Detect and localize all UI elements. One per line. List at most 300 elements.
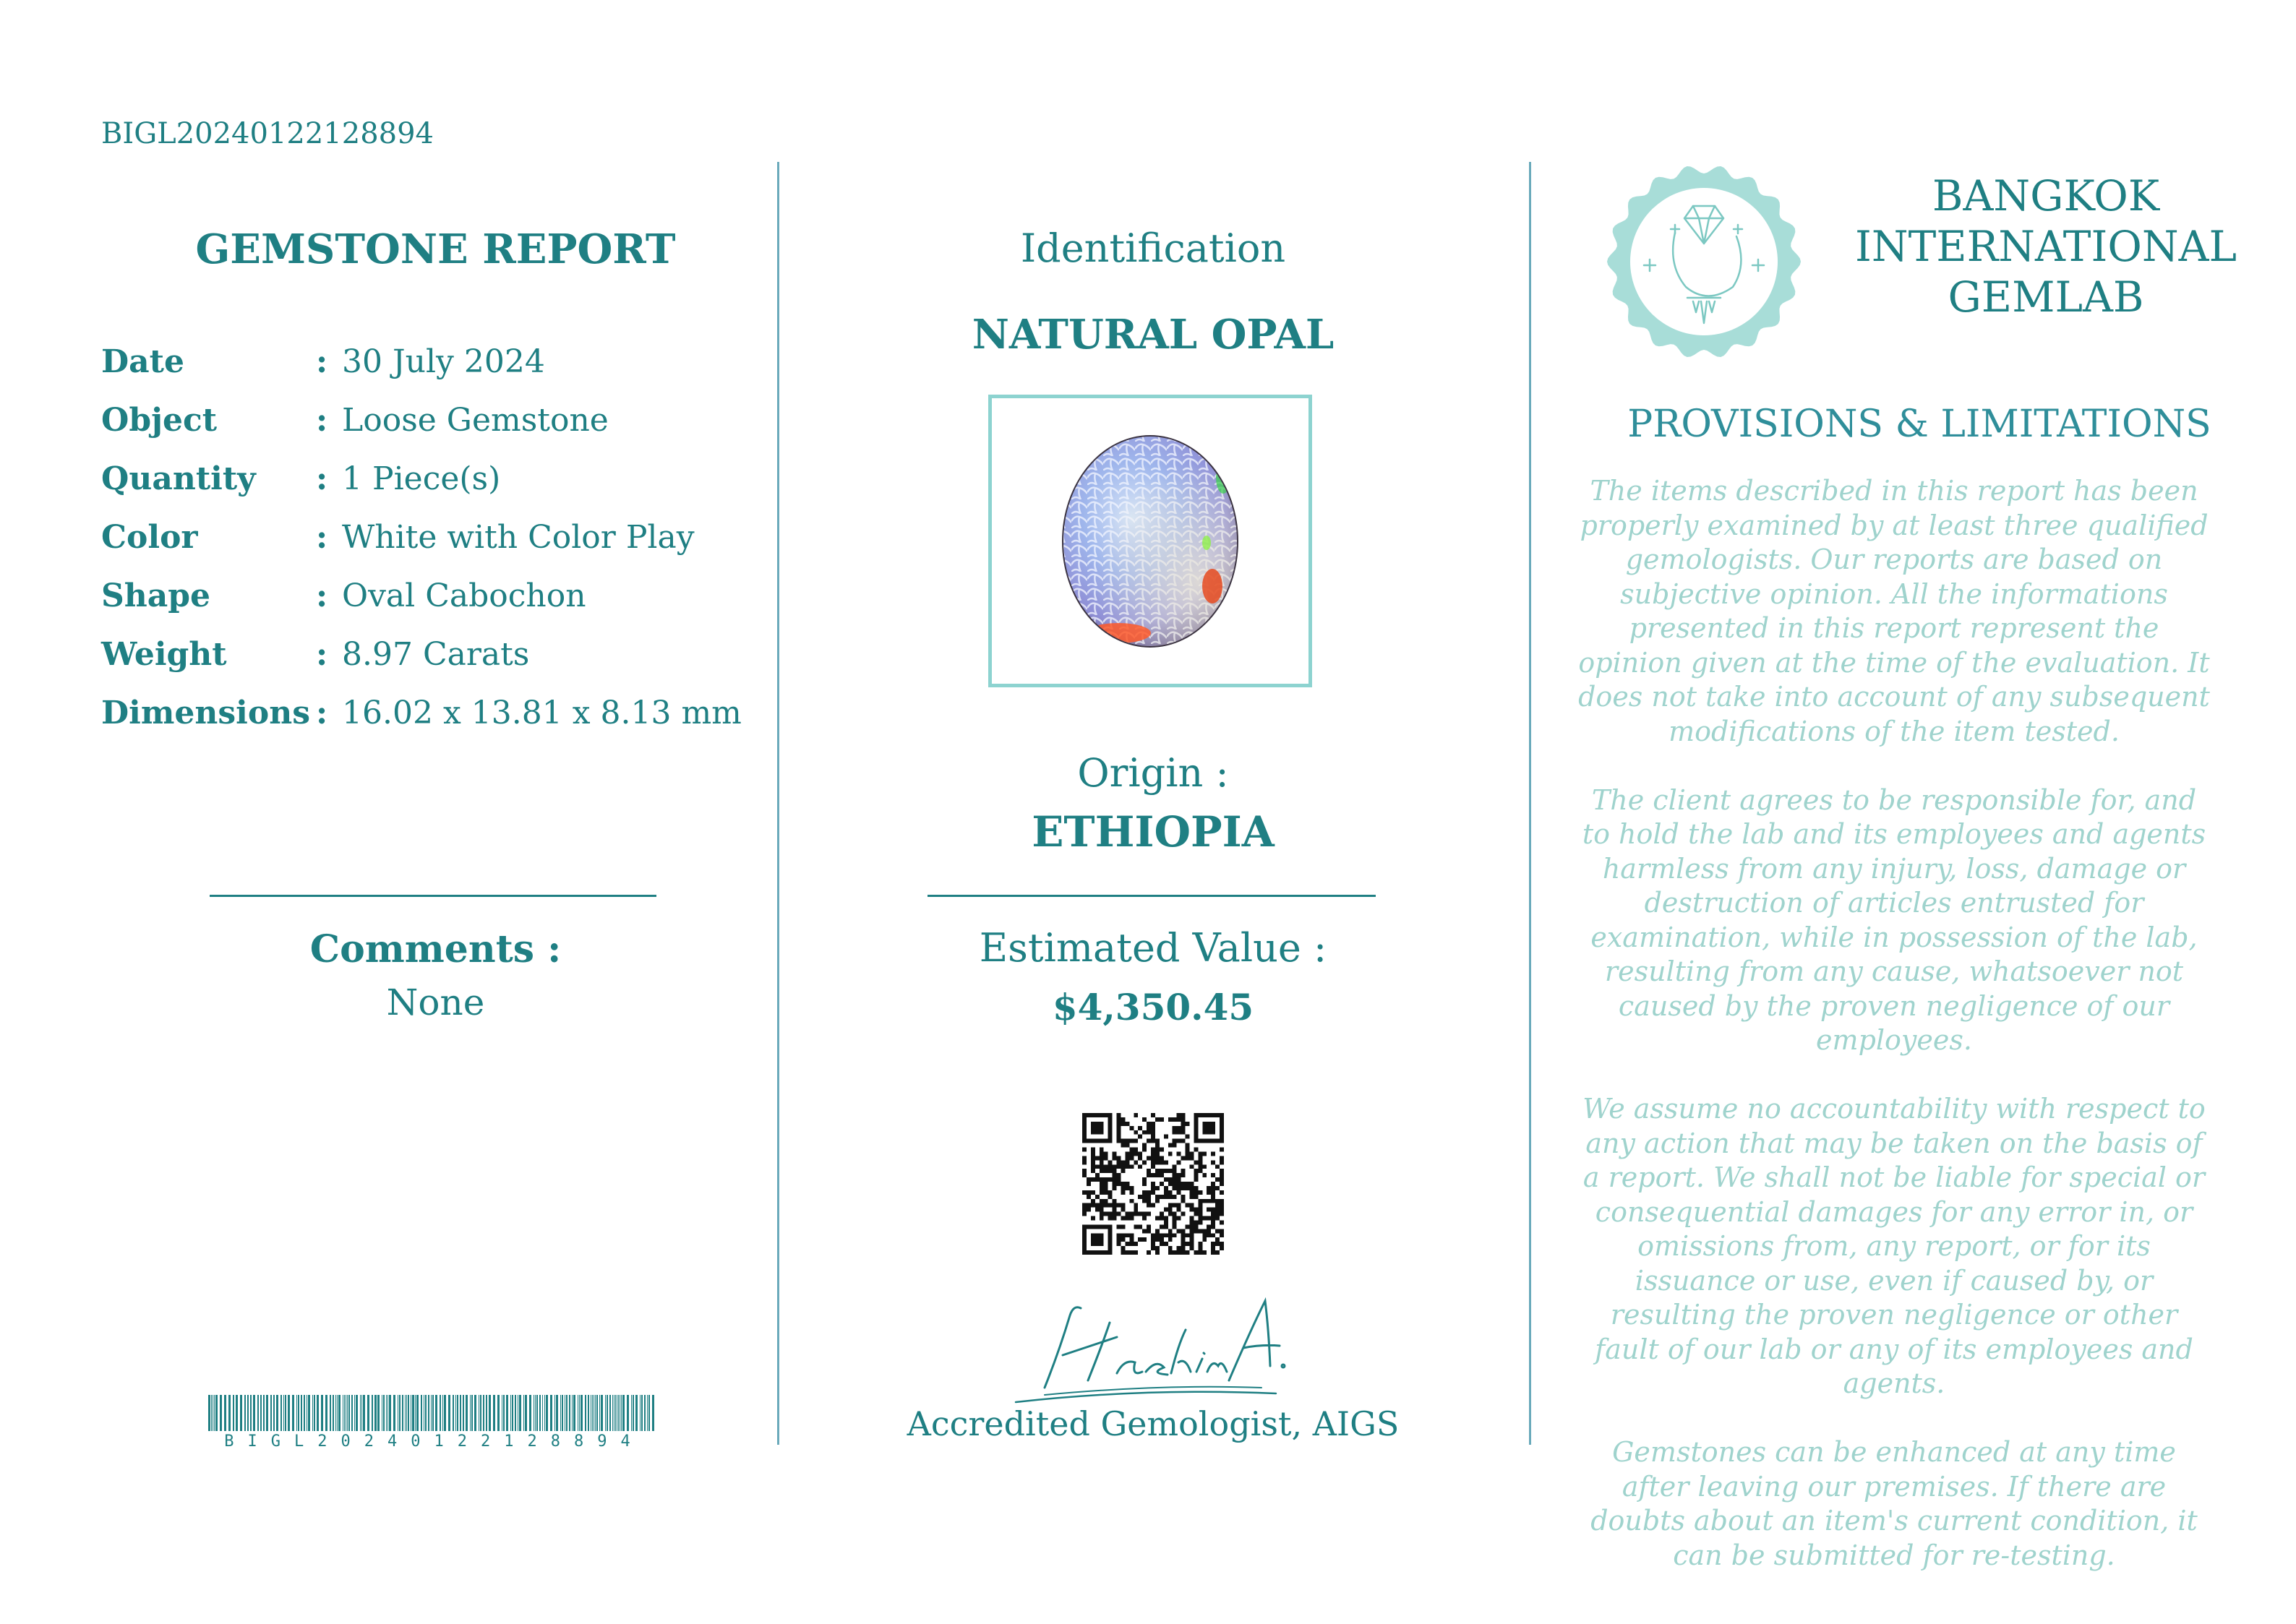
qr-module bbox=[1207, 1113, 1211, 1117]
qr-module bbox=[1164, 1242, 1168, 1246]
qr-module bbox=[1198, 1169, 1202, 1173]
qr-module bbox=[1189, 1242, 1194, 1246]
comments-label: Comments : bbox=[309, 927, 562, 971]
signature bbox=[1001, 1286, 1305, 1409]
brand-name bbox=[1843, 171, 2248, 322]
qr-module bbox=[1151, 1130, 1155, 1135]
qr-module bbox=[1095, 1139, 1100, 1143]
qr-module bbox=[1108, 1190, 1113, 1195]
qr-module bbox=[1091, 1224, 1095, 1229]
qr-module bbox=[1082, 1117, 1087, 1122]
qr-module bbox=[1100, 1177, 1104, 1182]
barcode-bar bbox=[622, 1395, 625, 1431]
detail-label: Shape bbox=[101, 577, 211, 614]
qr-module bbox=[1189, 1237, 1194, 1242]
qr-module bbox=[1129, 1139, 1134, 1143]
barcode-bar bbox=[360, 1395, 361, 1431]
qr-module bbox=[1164, 1216, 1168, 1221]
qr-module bbox=[1095, 1195, 1100, 1199]
qr-module bbox=[1177, 1126, 1181, 1130]
barcode-bar bbox=[338, 1395, 340, 1431]
qr-module bbox=[1082, 1242, 1087, 1246]
barcode-bar bbox=[296, 1395, 297, 1431]
barcode-bar bbox=[550, 1395, 552, 1431]
qr-module bbox=[1082, 1126, 1087, 1130]
qr-module bbox=[1087, 1190, 1091, 1195]
qr-module bbox=[1168, 1177, 1173, 1182]
barcode-bar bbox=[648, 1395, 650, 1431]
qr-module bbox=[1173, 1164, 1177, 1169]
qr-module bbox=[1189, 1220, 1194, 1224]
barcode-bar bbox=[560, 1395, 561, 1431]
qr-module bbox=[1151, 1151, 1155, 1156]
qr-module bbox=[1117, 1173, 1121, 1177]
barcode-bar bbox=[489, 1395, 491, 1431]
barcode-bar bbox=[596, 1395, 598, 1431]
qr-module bbox=[1151, 1237, 1155, 1242]
qr-module bbox=[1117, 1126, 1121, 1130]
qr-module bbox=[1095, 1113, 1100, 1117]
comments-divider bbox=[210, 895, 656, 897]
qr-module bbox=[1186, 1233, 1190, 1237]
gemstone-photo-frame bbox=[988, 395, 1312, 687]
qr-module bbox=[1168, 1250, 1173, 1255]
barcode-bar bbox=[432, 1395, 434, 1431]
qr-module bbox=[1129, 1164, 1134, 1169]
barcode-bar bbox=[425, 1395, 427, 1431]
qr-module bbox=[1177, 1186, 1181, 1190]
qr-module bbox=[1082, 1122, 1087, 1126]
detail-label: Weight bbox=[101, 636, 227, 673]
qr-module bbox=[1151, 1246, 1155, 1250]
qr-module bbox=[1189, 1246, 1194, 1250]
barcode-bar bbox=[544, 1395, 545, 1431]
qr-module bbox=[1142, 1143, 1147, 1148]
qr-module bbox=[1108, 1224, 1113, 1229]
barcode-bar bbox=[283, 1395, 284, 1431]
qr-module bbox=[1194, 1160, 1198, 1164]
qr-module bbox=[1151, 1122, 1155, 1126]
qr-module bbox=[1177, 1177, 1181, 1182]
barcode-bar bbox=[572, 1395, 573, 1431]
qr-module bbox=[1207, 1130, 1211, 1135]
qr-module bbox=[1104, 1212, 1108, 1216]
qr-module bbox=[1181, 1173, 1186, 1177]
barcode-bar bbox=[240, 1395, 242, 1431]
qr-module bbox=[1194, 1113, 1198, 1117]
qr-module bbox=[1104, 1151, 1108, 1156]
barcode-bar bbox=[333, 1395, 334, 1431]
barcode-bar bbox=[579, 1395, 580, 1431]
qr-module bbox=[1134, 1224, 1138, 1229]
qr-module bbox=[1082, 1173, 1087, 1177]
qr-module bbox=[1108, 1169, 1113, 1173]
qr-module bbox=[1113, 1212, 1117, 1216]
qr-module bbox=[1121, 1122, 1125, 1126]
qr-module bbox=[1087, 1195, 1091, 1199]
qr-module bbox=[1082, 1113, 1087, 1117]
qr-module bbox=[1168, 1151, 1173, 1156]
qr-module bbox=[1177, 1182, 1181, 1186]
qr-module bbox=[1108, 1250, 1113, 1255]
qr-module bbox=[1164, 1177, 1168, 1182]
qr-module bbox=[1117, 1224, 1121, 1229]
barcode-bar bbox=[335, 1395, 336, 1431]
detail-value: 16.02 x 13.81 x 8.13 mm bbox=[342, 695, 742, 731]
qr-module bbox=[1095, 1233, 1100, 1237]
barcode-bar bbox=[627, 1395, 629, 1431]
qr-module bbox=[1164, 1224, 1168, 1229]
qr-module bbox=[1104, 1113, 1108, 1117]
qr-module bbox=[1082, 1135, 1087, 1139]
barcode-bar bbox=[266, 1395, 268, 1431]
barcode-bar bbox=[383, 1395, 385, 1431]
detail-colon: : bbox=[316, 519, 328, 556]
qr-module bbox=[1151, 1139, 1155, 1143]
qr-module bbox=[1202, 1173, 1207, 1177]
qr-module bbox=[1117, 1242, 1121, 1246]
qr-module bbox=[1108, 1164, 1113, 1169]
qr-module bbox=[1202, 1126, 1207, 1130]
qr-module bbox=[1198, 1113, 1202, 1117]
qr-module bbox=[1087, 1203, 1091, 1208]
barcode-bar bbox=[361, 1395, 362, 1431]
detail-value: Loose Gemstone bbox=[342, 402, 609, 439]
qr-module bbox=[1104, 1203, 1108, 1208]
barcode-bar bbox=[263, 1395, 265, 1431]
qr-module bbox=[1220, 1199, 1224, 1203]
qr-module bbox=[1215, 1242, 1220, 1246]
qr-module bbox=[1100, 1224, 1104, 1229]
qr-module bbox=[1181, 1229, 1186, 1233]
qr-module bbox=[1138, 1126, 1142, 1130]
origin-label: Origin : bbox=[1077, 750, 1229, 796]
qr-module bbox=[1100, 1164, 1104, 1169]
qr-module bbox=[1220, 1117, 1224, 1122]
qr-module bbox=[1134, 1203, 1138, 1208]
barcode-bar bbox=[363, 1395, 365, 1431]
qr-module bbox=[1168, 1190, 1173, 1195]
qr-module bbox=[1091, 1113, 1095, 1117]
barcode-bar bbox=[483, 1395, 484, 1431]
barcode-bar bbox=[595, 1395, 596, 1431]
barcode-bar bbox=[280, 1395, 282, 1431]
barcode-bar bbox=[250, 1395, 252, 1431]
qr-module bbox=[1181, 1199, 1186, 1203]
detail-label: Color bbox=[101, 519, 198, 556]
qr-module bbox=[1125, 1216, 1129, 1221]
qr-module bbox=[1117, 1182, 1121, 1186]
qr-module bbox=[1181, 1117, 1186, 1122]
barcode-bar bbox=[470, 1395, 471, 1431]
qr-module bbox=[1125, 1160, 1129, 1164]
qr-module bbox=[1207, 1229, 1211, 1233]
qr-module bbox=[1198, 1216, 1202, 1221]
qr-module bbox=[1177, 1190, 1181, 1195]
qr-module bbox=[1215, 1199, 1220, 1203]
qr-module bbox=[1220, 1130, 1224, 1135]
qr-module bbox=[1082, 1169, 1087, 1173]
qr-module bbox=[1113, 1199, 1117, 1203]
qr-module bbox=[1202, 1151, 1207, 1156]
qr-module bbox=[1087, 1250, 1091, 1255]
qr-module bbox=[1186, 1122, 1190, 1126]
barcode-bar bbox=[635, 1395, 638, 1431]
qr-module bbox=[1194, 1220, 1198, 1224]
qr-module bbox=[1113, 1186, 1117, 1190]
qr-module bbox=[1215, 1113, 1220, 1117]
qr-module bbox=[1142, 1182, 1147, 1186]
qr-module bbox=[1108, 1242, 1113, 1246]
qr-module bbox=[1186, 1203, 1190, 1208]
qr-module bbox=[1207, 1233, 1211, 1237]
barcode-bar bbox=[463, 1395, 464, 1431]
qr-module bbox=[1220, 1135, 1224, 1139]
barcode-bar bbox=[247, 1395, 249, 1431]
barcode-bar bbox=[257, 1395, 259, 1431]
qr-module bbox=[1100, 1126, 1104, 1130]
qr-module bbox=[1211, 1195, 1215, 1199]
qr-module bbox=[1104, 1169, 1108, 1173]
report-id: BIGL20240122128894 bbox=[101, 117, 434, 150]
qr-module bbox=[1164, 1233, 1168, 1237]
qr-module bbox=[1211, 1250, 1215, 1255]
qr-module bbox=[1220, 1220, 1224, 1224]
qr-module bbox=[1129, 1151, 1134, 1156]
qr-module bbox=[1147, 1130, 1151, 1135]
qr-module bbox=[1207, 1208, 1211, 1212]
qr-module bbox=[1121, 1233, 1125, 1237]
qr-module bbox=[1151, 1160, 1155, 1164]
qr-module bbox=[1138, 1195, 1142, 1199]
qr-module bbox=[1129, 1250, 1134, 1255]
qr-module bbox=[1160, 1117, 1164, 1122]
detail-label: Dimensions bbox=[101, 695, 311, 731]
qr-module bbox=[1220, 1212, 1224, 1216]
detail-colon: : bbox=[316, 636, 328, 673]
qr-module bbox=[1117, 1135, 1121, 1139]
qr-module bbox=[1121, 1190, 1125, 1195]
qr-module bbox=[1189, 1151, 1194, 1156]
qr-module bbox=[1138, 1164, 1142, 1169]
qr-module bbox=[1160, 1182, 1164, 1186]
barcode-bar bbox=[455, 1395, 456, 1431]
barcode-bar bbox=[304, 1395, 305, 1431]
qr-module bbox=[1142, 1212, 1147, 1216]
qr-module bbox=[1173, 1195, 1177, 1199]
brand-line-1: BANGKOK bbox=[1932, 171, 2160, 220]
qr-module bbox=[1082, 1246, 1087, 1250]
detail-colon: : bbox=[316, 402, 328, 439]
qr-module bbox=[1151, 1233, 1155, 1237]
barcode-bar bbox=[519, 1395, 521, 1431]
barcode-bar bbox=[562, 1395, 563, 1431]
qr-module bbox=[1113, 1208, 1117, 1212]
detail-label: Object bbox=[101, 402, 218, 439]
qr-module bbox=[1147, 1126, 1151, 1130]
qr-module bbox=[1108, 1126, 1113, 1130]
qr-module bbox=[1125, 1182, 1129, 1186]
qr-module bbox=[1173, 1143, 1177, 1148]
qr-module bbox=[1160, 1212, 1164, 1216]
qr-module bbox=[1160, 1160, 1164, 1164]
detail-colon: : bbox=[316, 577, 328, 614]
barcode-bar bbox=[601, 1395, 603, 1431]
barcode-bar bbox=[431, 1395, 432, 1431]
barcode-bar bbox=[546, 1395, 548, 1431]
qr-module bbox=[1138, 1237, 1142, 1242]
barcode-bar bbox=[523, 1395, 524, 1431]
barcode-bar bbox=[641, 1395, 643, 1431]
barcode-bar bbox=[460, 1395, 461, 1431]
qr-module bbox=[1168, 1117, 1173, 1122]
qr-module bbox=[1198, 1156, 1202, 1160]
barcode-bar bbox=[402, 1395, 403, 1431]
qr-module bbox=[1095, 1203, 1100, 1208]
barcode-bar bbox=[298, 1395, 299, 1431]
qr-module bbox=[1108, 1229, 1113, 1233]
qr-module bbox=[1189, 1186, 1194, 1190]
origin-value: ETHIOPIA bbox=[1032, 807, 1275, 856]
qr-module bbox=[1095, 1242, 1100, 1246]
barcode-bar bbox=[224, 1395, 226, 1431]
qr-module bbox=[1121, 1139, 1125, 1143]
qr-module bbox=[1198, 1250, 1202, 1255]
qr-module bbox=[1095, 1208, 1100, 1212]
qr-module bbox=[1177, 1246, 1181, 1250]
qr-module bbox=[1095, 1250, 1100, 1255]
barcode-bar bbox=[633, 1395, 634, 1431]
qr-module bbox=[1164, 1186, 1168, 1190]
qr-module bbox=[1189, 1224, 1194, 1229]
barcode-bar bbox=[325, 1395, 327, 1431]
qr-module bbox=[1181, 1237, 1186, 1242]
qr-module bbox=[1117, 1139, 1121, 1143]
qr-module bbox=[1168, 1212, 1173, 1216]
qr-module bbox=[1168, 1203, 1173, 1208]
barcode-bar bbox=[506, 1395, 508, 1431]
qr-module bbox=[1198, 1160, 1202, 1164]
qr-module bbox=[1181, 1246, 1186, 1250]
barcode-bar bbox=[428, 1395, 429, 1431]
qr-module bbox=[1108, 1117, 1113, 1122]
qr-module bbox=[1220, 1126, 1224, 1130]
qr-module bbox=[1177, 1208, 1181, 1212]
qr-module bbox=[1082, 1203, 1087, 1208]
qr-module bbox=[1173, 1126, 1177, 1130]
qr-module bbox=[1138, 1212, 1142, 1216]
qr-module bbox=[1100, 1237, 1104, 1242]
barcode bbox=[208, 1395, 660, 1431]
qr-module bbox=[1198, 1164, 1202, 1169]
qr-module bbox=[1181, 1242, 1186, 1246]
qr-module bbox=[1160, 1195, 1164, 1199]
qr-module bbox=[1091, 1126, 1095, 1130]
qr-module bbox=[1211, 1160, 1215, 1164]
barcode-bar bbox=[317, 1395, 319, 1431]
barcode-bar bbox=[228, 1395, 231, 1431]
qr-module bbox=[1091, 1177, 1095, 1182]
barcode-bar bbox=[337, 1395, 338, 1431]
qr-module bbox=[1113, 1203, 1117, 1208]
qr-module bbox=[1121, 1203, 1125, 1208]
qr-module bbox=[1181, 1212, 1186, 1216]
qr-module bbox=[1142, 1229, 1147, 1233]
qr-module bbox=[1181, 1250, 1186, 1255]
qr-module bbox=[1125, 1164, 1129, 1169]
barcode-bar bbox=[344, 1395, 345, 1431]
qr-module bbox=[1091, 1216, 1095, 1221]
qr-module bbox=[1147, 1229, 1151, 1233]
qr-module bbox=[1220, 1148, 1224, 1152]
qr-module bbox=[1220, 1242, 1224, 1246]
qr-module bbox=[1173, 1177, 1177, 1182]
detail-value: 1 Piece(s) bbox=[342, 460, 501, 497]
qr-module bbox=[1108, 1113, 1113, 1117]
qr-module bbox=[1113, 1216, 1117, 1221]
qr-module bbox=[1211, 1139, 1215, 1143]
qr-module bbox=[1100, 1208, 1104, 1212]
qr-module bbox=[1134, 1160, 1138, 1164]
qr-module bbox=[1082, 1156, 1087, 1160]
qr-module bbox=[1181, 1156, 1186, 1160]
qr-code[interactable] bbox=[1082, 1113, 1224, 1255]
barcode-bar bbox=[393, 1395, 395, 1431]
qr-module bbox=[1181, 1126, 1186, 1130]
qr-module bbox=[1215, 1208, 1220, 1212]
qr-module bbox=[1155, 1246, 1160, 1250]
qr-module bbox=[1125, 1151, 1129, 1156]
qr-module bbox=[1082, 1250, 1087, 1255]
qr-module bbox=[1155, 1151, 1160, 1156]
qr-module bbox=[1220, 1203, 1224, 1208]
qr-module bbox=[1215, 1237, 1220, 1242]
qr-module bbox=[1211, 1212, 1215, 1216]
barcode-bar bbox=[301, 1395, 302, 1431]
qr-module bbox=[1155, 1117, 1160, 1122]
qr-module bbox=[1164, 1135, 1168, 1139]
qr-module bbox=[1087, 1113, 1091, 1117]
qr-module bbox=[1151, 1164, 1155, 1169]
qr-module bbox=[1147, 1224, 1151, 1229]
qr-module bbox=[1215, 1212, 1220, 1216]
qr-module bbox=[1095, 1122, 1100, 1126]
qr-module bbox=[1125, 1122, 1129, 1126]
barcode-bar bbox=[554, 1395, 555, 1431]
barcode-bar bbox=[474, 1395, 476, 1431]
qr-module bbox=[1121, 1164, 1125, 1169]
qr-module bbox=[1207, 1216, 1211, 1221]
qr-module bbox=[1108, 1139, 1113, 1143]
barcode-bar bbox=[480, 1395, 481, 1431]
qr-module bbox=[1142, 1190, 1147, 1195]
qr-module bbox=[1095, 1130, 1100, 1135]
qr-module bbox=[1220, 1190, 1224, 1195]
qr-module bbox=[1211, 1151, 1215, 1156]
barcode-bar bbox=[387, 1395, 388, 1431]
qr-module bbox=[1142, 1160, 1147, 1164]
qr-module bbox=[1129, 1233, 1134, 1237]
qr-module bbox=[1104, 1186, 1108, 1190]
barcode-bar bbox=[588, 1395, 589, 1431]
qr-module bbox=[1173, 1117, 1177, 1122]
estimated-value-label: Estimated Value : bbox=[979, 925, 1327, 971]
qr-module bbox=[1186, 1143, 1190, 1148]
qr-module bbox=[1194, 1177, 1198, 1182]
qr-module bbox=[1215, 1139, 1220, 1143]
barcode-bar bbox=[330, 1395, 331, 1431]
qr-module bbox=[1108, 1212, 1113, 1216]
